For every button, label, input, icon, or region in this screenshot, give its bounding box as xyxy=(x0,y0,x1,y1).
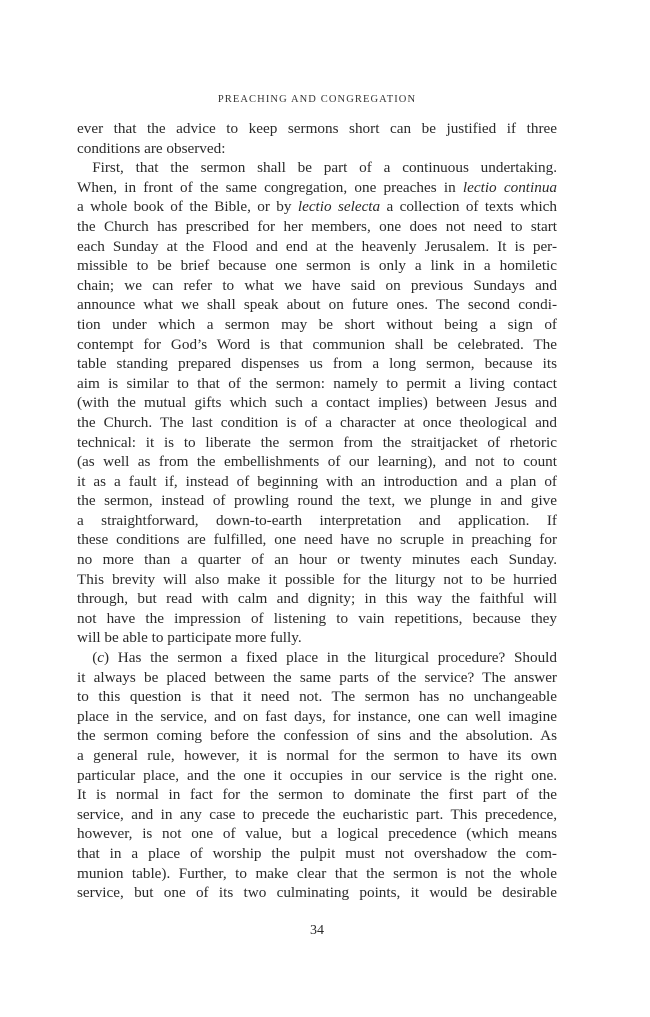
page-number: 34 xyxy=(310,923,324,938)
running-head: PREACHING AND CONGREGATION xyxy=(217,94,417,105)
text-line: (with the mutual gifts which such a contact implies) between Jesus and xyxy=(77,394,557,412)
text-line: service, but one of its two culminating points, it would be desirable xyxy=(77,884,557,902)
text-line: This brevity will also make it possible for the liturgy not to be hurried xyxy=(77,570,557,588)
text-line: these conditions are fulfilled, one need have no scruple in preaching for xyxy=(77,531,557,549)
text-line: conditions are observed: xyxy=(77,139,226,157)
text-line: munion table). Further, to make clear that the sermon is not the whole xyxy=(77,864,557,882)
text-line: chain; we can refer to what we have said on previous Sundays and xyxy=(77,276,557,294)
text-line: place in the service, and on fast days, for instance, one can well imagine xyxy=(77,707,557,725)
text-line: the Church has prescribed for her members, one does not need to start xyxy=(77,217,557,235)
text-line: not have the impression of listening to vain repetitions, because they xyxy=(77,609,557,627)
text-line: particular place, and the one it occupies in our service is the right one. xyxy=(77,766,557,784)
text-line: that in a place of worship the pulpit must not overshadow the com- xyxy=(77,844,557,862)
text-line: aim is similar to that of the sermon: namely to permit a living contact xyxy=(77,374,557,392)
text-line: contempt for God’s Word is that communion shall be celebrated. The xyxy=(77,335,557,353)
text-line: will be able to participate more fully. xyxy=(77,629,302,647)
text-line: it always be placed between the same parts of the service? The answer xyxy=(77,668,557,686)
text-line: ever that the advice to keep sermons short can be justified if three xyxy=(77,120,557,137)
text-line: technical: it is to liberate the sermon from the straitjacket of rhetoric xyxy=(77,433,557,451)
text-line: a straightforward, down-to-earth interpretation and application. If xyxy=(77,511,557,529)
text-line: table standing prepared dispenses us from a long sermon, because its xyxy=(77,355,557,373)
text-line: however, is not one of value, but a logical precedence (which means xyxy=(77,825,557,843)
text-line: tion under which a sermon may be short without being a sign of xyxy=(77,315,557,333)
text-line: First, that the sermon shall be part of a continuous undertaking. xyxy=(77,159,557,177)
text-line: the sermon, instead of prowling round the text, we plunge in and give xyxy=(77,492,557,510)
text-line: through, but read with calm and dignity; in this way the faithful will xyxy=(77,590,557,608)
body-text xyxy=(77,119,557,903)
text-line: It is normal in fact for the sermon to dominate the first part of the xyxy=(77,786,557,804)
text-line: a general rule, however, it is normal for the sermon to have its own xyxy=(77,747,557,764)
text-line: it as a fault if, instead of beginning with an introduction and a plan of xyxy=(77,472,557,490)
text-line: (as well as from the embellishments of our learning), and not to count xyxy=(77,453,557,471)
text-line: a whole book of the Bible, or by lectio selecta a collection of texts which xyxy=(77,198,557,216)
text-line: to this question is that it need not. The sermon has no unchangeable xyxy=(77,688,557,706)
text-line: missible to be brief because one sermon is only a link in a homiletic xyxy=(77,257,557,275)
text-line: service, and in any case to precede the eucharistic part. This precedence, xyxy=(77,805,557,823)
text-line: each Sunday at the Flood and end at the heavenly Jerusalem. It is per- xyxy=(77,237,557,255)
text-line: announce what we shall speak about on future ones. The second condi- xyxy=(77,296,557,314)
text-line: the sermon coming before the confession of sins and the absolution. As xyxy=(77,727,557,745)
text-line: (c) Has the sermon a fixed place in the liturgical procedure? Should xyxy=(92,649,557,667)
text-line: When, in front of the same congregation, one preaches in lectio continua xyxy=(77,178,557,196)
text-line: the Church. The last condition is of a character at once theological and xyxy=(77,413,557,431)
text-line: no more than a quarter of an hour or twenty minutes each Sunday. xyxy=(77,551,557,569)
